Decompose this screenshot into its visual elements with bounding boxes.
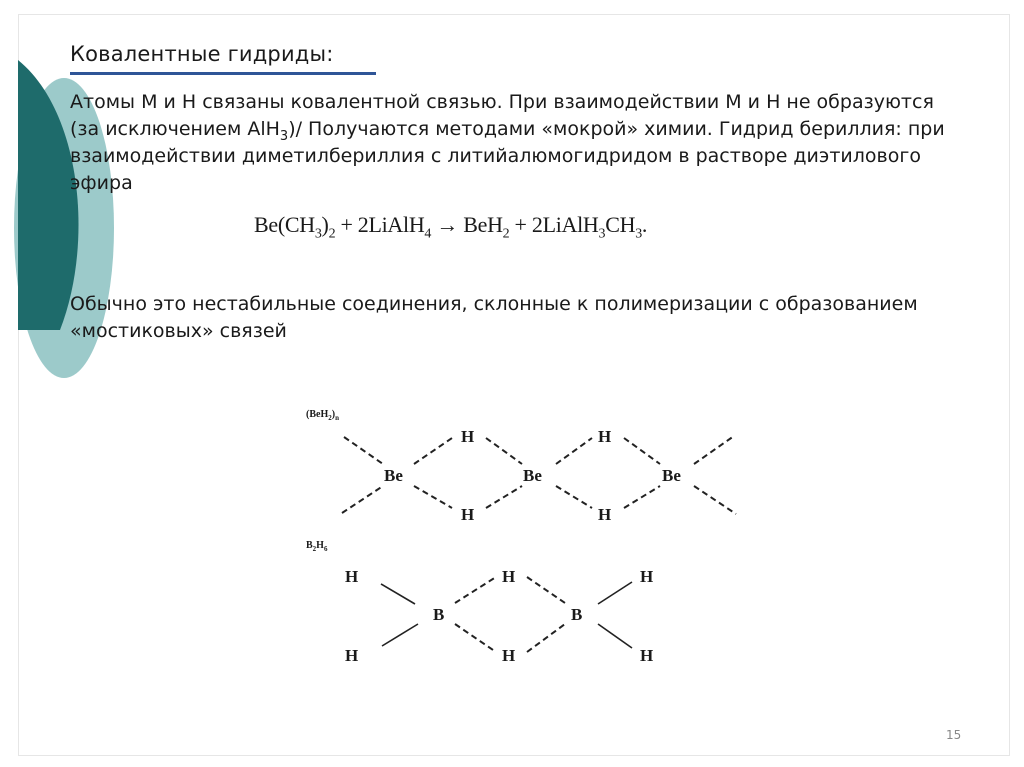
bond-dashed [414, 438, 452, 464]
atom-h: H [640, 567, 654, 586]
bond-solid [598, 582, 632, 604]
bond-dashed [694, 436, 734, 464]
atom-be: Be [523, 466, 542, 485]
atom-h: H [640, 646, 654, 665]
paragraph-polymerization: Обычно это нестабильные соединения, склонные к полимеризации с образованием «мостиковых» связей [70, 293, 918, 342]
beh2-formula-label: $(BeH_2)_n$ [306, 409, 339, 422]
b2h6-formula-label: $B_2H_6$ [306, 540, 328, 553]
atom-h: H [502, 567, 516, 586]
bond-dashed [344, 437, 383, 464]
paragraph-intro-part1: Атомы М и Н связаны ковалентной связью. При взаимодействии М и Н не образуются (за исключением AlH [70, 91, 934, 140]
atom-be: Be [384, 466, 403, 485]
bond-dashed [414, 486, 452, 508]
bond-solid [382, 624, 418, 646]
bond-dashed [455, 577, 496, 603]
page-number: 15 [946, 728, 962, 742]
slide-title: Ковалентные гидриды: [70, 42, 334, 66]
bond-solid [598, 624, 632, 648]
atom-be: Be [662, 466, 681, 485]
bond-dashed [455, 624, 496, 652]
bond-dashed [556, 486, 592, 508]
paragraph-intro-part2: )/ Получаются методами «мокрой» химии. Гидрид бериллия: при взаимодействии диметилбериллия с литийалюмогидридом в растворе диэтилового эфира [70, 118, 945, 194]
atom-h: H [345, 646, 359, 665]
bond-solid [381, 584, 415, 604]
bond-dashed [624, 486, 660, 508]
reaction-equation: $Be(CH_3)_2$ + 2LiAlH$_4$ → $BeH_2 + 2LiAlH_3CH_3$. [254, 212, 648, 242]
atom-h: H [345, 567, 359, 586]
atom-b: B [433, 605, 445, 624]
bond-dashed [486, 438, 522, 464]
bond-dashed [527, 577, 565, 603]
b2h6-bonds [381, 577, 632, 652]
bond-dashed [556, 438, 592, 464]
atom-h: H [598, 427, 612, 446]
bond-dashed [527, 624, 565, 652]
atom-h: H [461, 427, 475, 446]
atom-h: H [598, 505, 612, 524]
atom-h: H [461, 505, 475, 524]
bond-dashed [486, 486, 522, 508]
bond-dashed [624, 438, 660, 464]
bond-dashed [342, 486, 383, 513]
bond-dashed [694, 486, 736, 514]
atom-h: H [502, 646, 516, 665]
atom-b: B [571, 605, 583, 624]
paragraph-intro-sub: 3 [279, 128, 289, 144]
